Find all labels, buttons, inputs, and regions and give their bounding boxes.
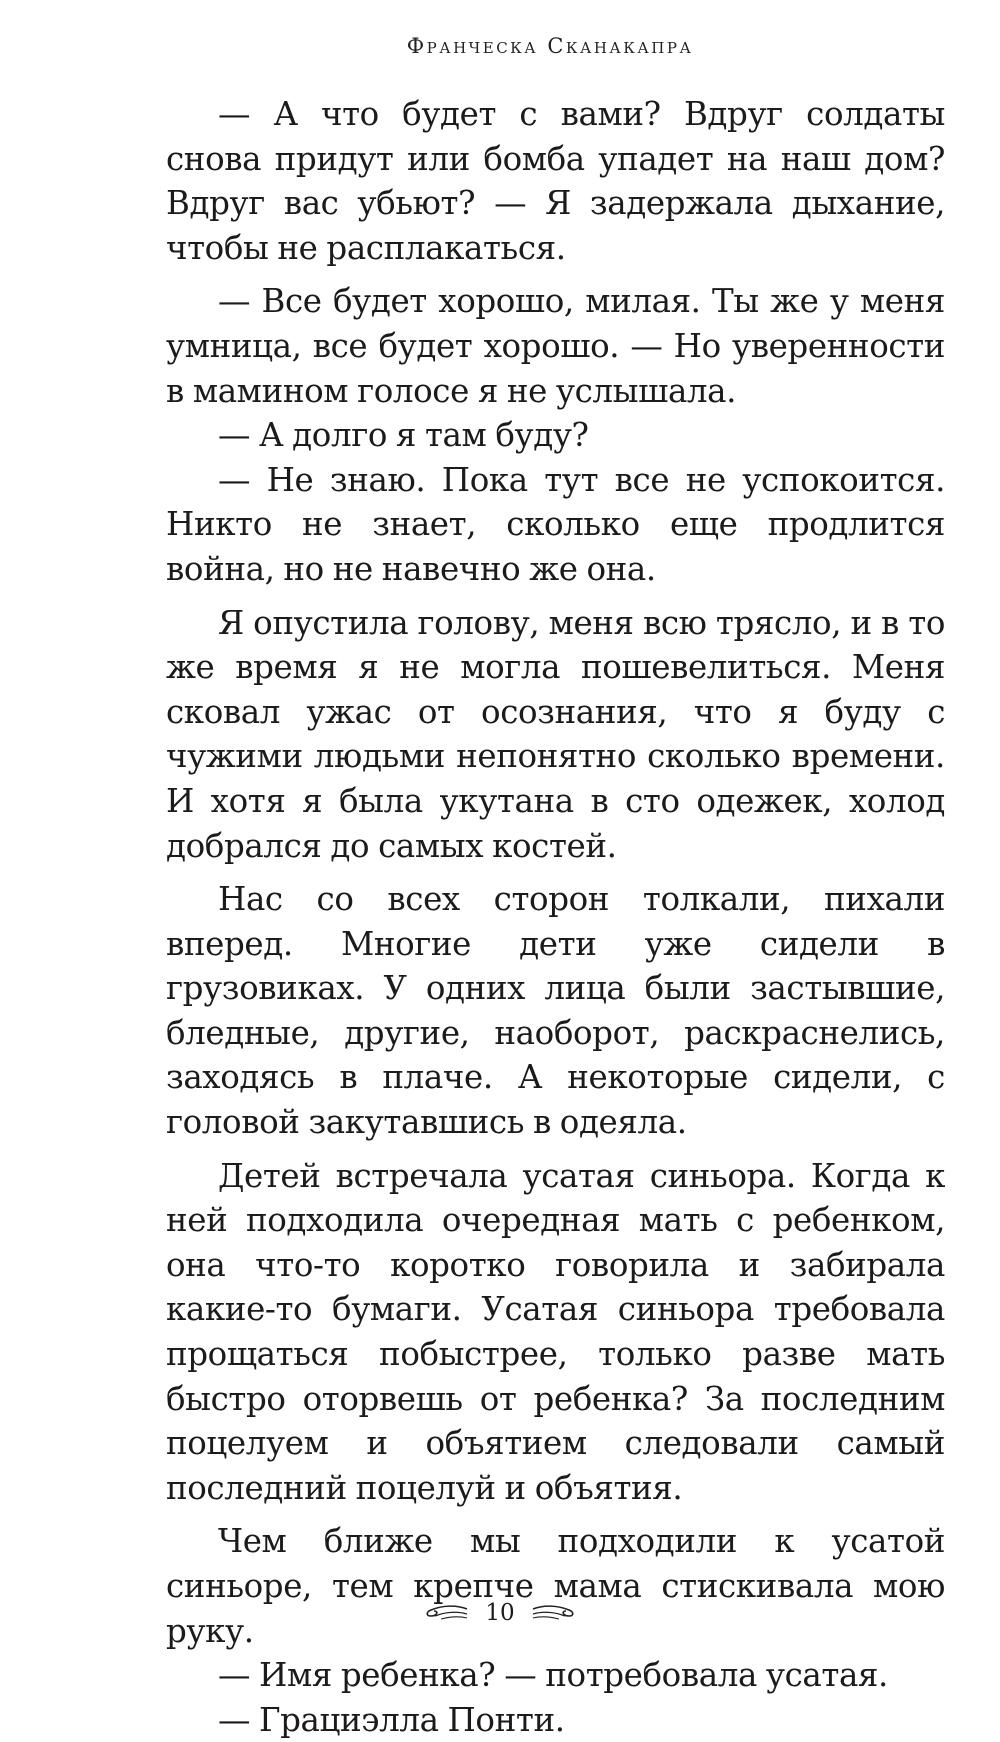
- paragraph: Детей встречала усатая синьора. Когда к ней подходила очередная мать с ребенком, она что-то коротко говорила и забирала какие-то бумаги. Усатая синьора требовала прощаться побыстрее, только разве мать быстро оторвешь от ребенка? За последним поцелуем и объятием следовали самый последний поцелуй и объятия.: [166, 1156, 945, 1507]
- swash-ornament-right-icon: [531, 1603, 577, 1623]
- paragraph: Чем ближе мы подходили к усатой синьоре, тем крепче мама стискивала мою руку.: [166, 1522, 945, 1650]
- paragraph: — А что будет с вами? Вдруг солдаты снова придут или бомба упадет на наш дом? Вдруг вас убьют? — Я задержала дыхание, чтобы не расплакаться.: [166, 95, 945, 267]
- paragraph: — Все будет хорошо, милая. Ты же у меня умница, все будет хорошо. — Но уверенности в мамином голосе я не услышала.: [166, 282, 945, 410]
- swash-ornament-left-icon: [423, 1603, 469, 1623]
- paragraph: — А долго я там буду?: [218, 416, 589, 455]
- running-head: [0, 34, 1000, 58]
- page-footer: [0, 1593, 1000, 1633]
- paragraph: — Не знаю. Пока тут все не успокоится. Никто не знает, сколько еще продлится война, но не навечно же она.: [166, 460, 945, 588]
- body-text: [166, 92, 945, 1742]
- paragraph: — Грациэлла Понти.: [218, 1700, 565, 1739]
- paragraph: Я опустила голову, меня всю трясло, и в то же время я не могла пошевелиться. Меня сковал ужас от осознания, что я буду с чужими людьми непонятно сколько времени. И хотя я была укутана в сто одежек, холод добрался до самых костей.: [166, 603, 945, 865]
- paragraph: Нас со всех сторон толкали, пихали вперед. Многие дети уже сидели в грузовиках. У одних лица были застывшие, бледные, другие, наоборот, раскраснелись, заходясь в плаче. А некоторые сидели, с головой закутавшись в одеяла.: [166, 880, 945, 1142]
- page-number: 10: [485, 1600, 515, 1626]
- paragraph: — Имя ребенка? — потребовала усатая.: [218, 1656, 888, 1695]
- running-title: Франческа Сканакапра: [406, 34, 694, 58]
